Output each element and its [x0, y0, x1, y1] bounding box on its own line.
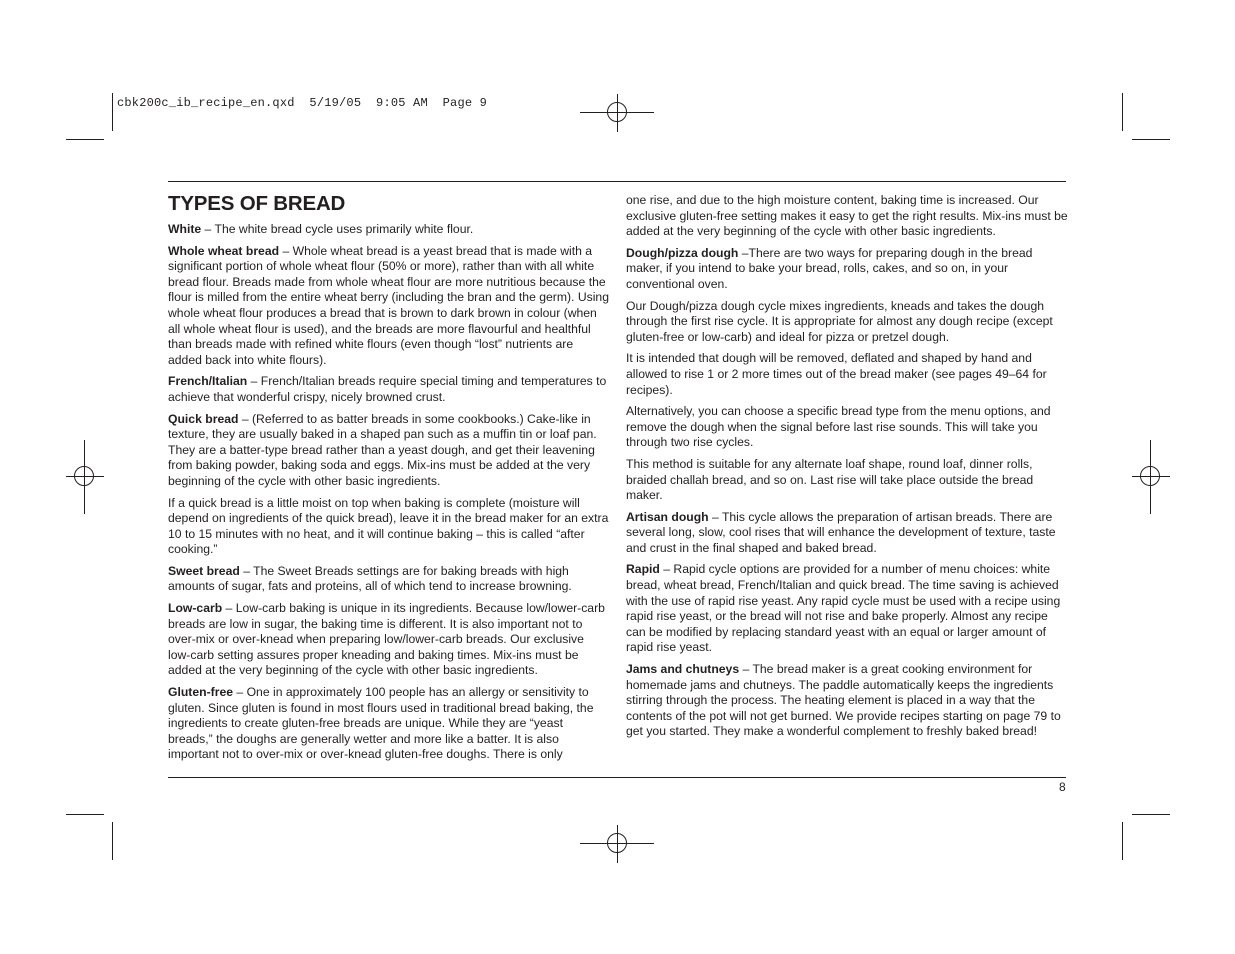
paragraph-alternatively — [626, 404, 1068, 451]
paragraph-text: This method is suitable for any alternate loaf shape, round loaf, dinner rolls, braided challah bread, and so on. Last rise will take place outside the bread maker. — [626, 456, 1034, 503]
paragraph-text: – The bread maker is a great cooking environment for homemade jams and chutneys. The paddle automatically keeps the ingredients stirring through the process. The heating element is placed in a way that the contents of the pot will not get burned. We provide recipes starting on page 79 to get you started. They make a wonderful complement to freshly baked bread! — [626, 662, 1061, 739]
term: Rapid — [626, 562, 660, 577]
paragraph-method — [626, 457, 1068, 504]
paragraph-text: – (Referred to as batter breads in some cookbooks.) Cake-like in texture, they are usually baked in a shaped pan such as a muffin tin or loaf pan. They are a batter-type bread rather than a yeast dough, and get their leavening from baking powder, baking soda and eggs. Mix-ins must be added at the very beginning of the cycle with other basic ingredients. — [168, 411, 597, 488]
footer-rule — [168, 777, 1066, 778]
paragraph-french-italian — [168, 374, 609, 405]
paragraph-dough-removed — [626, 351, 1068, 398]
paragraph-quick-bread — [168, 412, 609, 490]
paragraph-whole-wheat — [168, 244, 609, 369]
term: Quick bread — [168, 411, 239, 426]
page-number: 8 — [1059, 780, 1066, 794]
crop-mark-top-right-vertical — [1122, 93, 1123, 131]
paragraph-text: –There are two ways for preparing dough in the bread maker, if you intend to bake your bread, rolls, cakes, and so on, in your conventional oven. — [626, 245, 1033, 291]
paragraph-low-carb — [168, 601, 609, 679]
crop-mark-bottom-right-vertical — [1122, 822, 1123, 860]
paragraph-white — [168, 222, 609, 238]
paragraph-text: – The Sweet Breads settings are for baking breads with high amounts of sugar, fats and proteins, all of which tend to increase browning. — [168, 563, 572, 594]
right-column — [626, 193, 1068, 746]
paragraph-rapid — [626, 562, 1068, 656]
paragraph-text: Our Dough/pizza dough cycle mixes ingredients, kneads and takes the dough through the first rise cycle. It is appropriate for almost any dough recipe (except gluten-free or low-carb) and ideal for pizza or pretzel dough. — [626, 298, 1053, 344]
paragraph-gluten-free — [168, 685, 609, 763]
term: Low-carb — [168, 601, 223, 616]
crop-mark-bottom-left-horizontal — [66, 814, 104, 815]
paragraph-text: – Low-carb baking is unique in its ingredients. Because low/lower-carb breads are low in sugar, the baking time is different. It is also important not to over-mix or over-knead when preparing low/lower-carb breads. Our exclusive low-carb setting assures proper kneading and baking times. Mix-ins must be added at the very beginning of the cycle with other basic ingredients. — [168, 601, 605, 678]
term: Jams and chutneys — [626, 662, 740, 677]
crop-mark-top-left-vertical — [112, 93, 113, 131]
term: Artisan dough — [626, 509, 709, 524]
paragraph-text: – One in approximately 100 people has an allergy or sensitivity to gluten. Since gluten is found in most flours used in traditional bread baking, the ingredients to create gluten-free breads are unique. While they are “yeast breads,” the doughs are generally wetter and more like a batter. It is also important not to over-mix or over-knead gluten-free doughs. There is only — [168, 685, 594, 762]
paragraph-text: It is intended that dough will be removed, deflated and shaped by hand and allowed to rise 1 or 2 more times out of the bread maker (see pages 49–64 for recipes). — [626, 351, 1047, 397]
file-slug: cbk200c_ib_recipe_en.qxd 5/19/05 9:05 AM Page 9 — [117, 96, 488, 110]
crop-mark-top-left-horizontal — [66, 139, 104, 140]
page-title: TYPES OF BREAD — [168, 192, 346, 215]
term: Dough/pizza dough — [626, 245, 739, 260]
paragraph-text: Alternatively, you can choose a specific bread type from the menu options, and remove the dough when the signal before last rise sounds. This will take you through two rise cycles. — [626, 404, 1051, 450]
paragraph-text: one rise, and due to the high moisture content, baking time is increased. Our exclusive gluten-free setting makes it easy to get the right results. Mix-ins must be added at the very beginning of the cycle with other basic ingredients. — [626, 193, 1068, 239]
paragraph-dough-cycle — [626, 299, 1068, 346]
crop-mark-bottom-right-horizontal — [1132, 814, 1170, 815]
paragraph-gluten-free-cont — [626, 193, 1068, 240]
paragraph-jams-chutneys — [626, 662, 1068, 740]
paragraph-text: – The white bread cycle uses primarily white flour. — [201, 222, 474, 236]
paragraph-sweet-bread — [168, 564, 609, 595]
term: White — [168, 222, 202, 236]
paragraph-artisan-dough — [626, 510, 1068, 557]
paragraph-text: If a quick bread is a little moist on top when baking is complete (moisture will depend on ingredients of the quick bread), leave it in the bread maker for an extra 10 to 15 minutes with no heat, and it will continue baking – this is called “after cooking.” — [168, 495, 609, 557]
paragraph-dough-pizza — [626, 246, 1068, 293]
paragraph-text: – French/Italian breads require special timing and temperatures to achieve that wonderful crispy, nicely browned crust. — [168, 374, 607, 404]
crop-mark-top-right-horizontal — [1132, 139, 1170, 140]
term: Sweet bread — [168, 563, 240, 578]
left-column — [168, 192, 609, 769]
paragraph-text: – Rapid cycle options are provided for a number of menu choices: white bread, wheat bread, French/Italian and quick bread. The time saving is achieved with the use of rapid rise yeast. Any rapid cycle must be used with a recipe using rapid rise yeast, or the bread will not rise and bake properly. Almost any recipe can be modified by replacing standard yeast with an equal or larger amount of rapid rise yeast. — [626, 562, 1061, 655]
header-rule — [168, 181, 1066, 182]
term: French/Italian — [168, 374, 248, 389]
paragraph-text: – This cycle allows the preparation of artisan breads. There are several long, slow, cool rises that will enhance the development of texture, taste and crust in the final shaped and baked bread. — [626, 509, 1056, 555]
term: Gluten-free — [168, 685, 234, 700]
crop-mark-bottom-left-vertical — [112, 822, 113, 860]
paragraph-quick-bread-moist — [168, 496, 609, 558]
term: Whole wheat bread — [168, 243, 280, 258]
paragraph-text: – Whole wheat bread is a yeast bread that is made with a significant portion of whole wheat flour (50% or more), rather than with all white bread flour. Breads made from whole wheat flour are more nutritious because the flour is milled from the entire wheat berry (including the bran and the germ). Using whole wheat flour produces a bread that is brown to dark brown in colour (when all whole wheat flour is used), and the breads are more flavourful and healthful than breads made with refined white flours (even though “lost” nutrients are added back into white flours). — [168, 243, 609, 367]
